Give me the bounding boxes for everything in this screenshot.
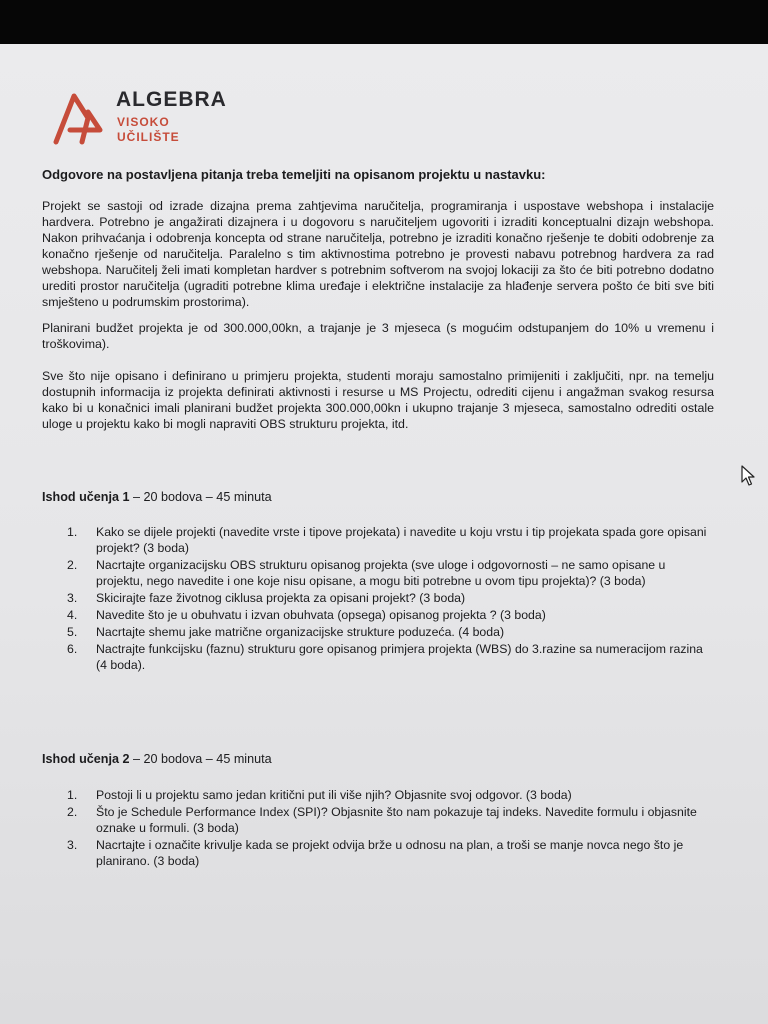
assumptions-paragraph: Sve što nije opisano i definirano u primjeru projekta, studenti moraju samostalno primijeniti i zaključiti, npr. na temelju dostupnih informacija iz projekta definirati aktivnosti i resurse u MS Projectu, odrediti cijenu i angažman svakog resursa kako bi u konačnici imali planirani budžet projekta 300.000,00kn i ukupno trajanje 3 mjeseca, samostalno odrediti ostale uloge u projektu kako bi mogli napraviti OBS strukturu projekta, itd.: [42, 369, 714, 431]
project-description: Projekt se sastoji od izrade dizajna prema zahtjevima naručitelja, programiranja i uspostave webshopa i instalacije hardvera. Potrebno je angažirati dizajnera i u dogovoru s naručiteljem ugovoriti i izraditi konceptualni dizajn webshopa. Nakon prihvaćanja i odobrenja koncepta od strane naručitelja, potrebno je izraditi konačno rješenje te dobiti odobrenje za konačno rješenje od naručitelja. Paralelno s tim aktivnostima potrebno je provesti nabavu potrebnog hardvera za rad webshopa. Naručitelj želi imati kompletan hardver s potrebnim softverom na svojoj lokaciji za što će biti potrebno dodatno urediti prostor naručitelja (ugraditi potrebne klima uređaje i električne instalacije za hlađenje servera pošto će biti sve biti smješteno u podrumskim prostorima).: [42, 199, 714, 309]
outcome-2-questions: [42, 787, 712, 870]
mouse-cursor-icon: [741, 465, 755, 487]
logo-subtitle-2: UČILIŠTE: [117, 130, 180, 144]
list-item: 1. Postoji li u projektu samo jedan kritični put ili više njih? Objasnite svoj odgovor. (3 boda): [67, 788, 572, 802]
learning-outcome-2-title: [42, 752, 272, 766]
budget-paragraph: Planirani budžet projekta je od 300.000,00kn, a trajanje je 3 mjeseca (s mogućim odstupanjem do 10% u vremenu i troškovima).: [42, 321, 714, 351]
outcome-1-meta: – 20 bodova – 45 minuta: [129, 490, 272, 504]
algebra-logo: [52, 88, 252, 148]
list-item: 1. Kako se dijele projekti (navedite vrste i tipove projekata) i navedite u koju vrstu i tip projekata spada gore opisani projekt? (3 boda): [67, 525, 707, 555]
logo-title: ALGEBRA: [116, 88, 227, 111]
list-item: 2. Što je Schedule Performance Index (SPI)? Objasnite što nam pokazuje taj indeks. Navedite formulu i objasnite oznake u formuli. (3 boda): [67, 805, 697, 835]
learning-outcome-1-title: [42, 490, 272, 504]
list-item: 3. Nacrtajte i označite krivulje kada se projekt odvija brže u odnosu na plan, a troši se manje novca nego što je planirano. (3 boda): [67, 838, 684, 868]
algebra-logo-icon: [52, 90, 110, 146]
list-item: 4. Navedite što je u obuhvatu i izvan obuhvata (opsega) opisanog projekta ? (3 boda): [67, 608, 546, 622]
outcome-2-label: Ishod učenja 2: [42, 752, 130, 766]
list-item: 5. Nacrtajte shemu jake matrične organizacijske strukture poduzeća. (4 boda): [67, 625, 505, 639]
outcome-1-label: Ishod učenja 1: [42, 490, 130, 504]
instructions-heading: Odgovore na postavljena pitanja treba temeljiti na opisanom projektu u nastavku:: [42, 167, 546, 182]
list-item: 2. Nacrtajte organizacijsku OBS strukturu opisanog projekta (sve uloge i odgovornosti – ne samo opisane u projektu, nego navedite i one koje nisu opisane, a mogu biti potrebne u ovom tipu projekta)? (3 boda): [67, 558, 666, 588]
list-item: 3. Skicirajte faze životnog ciklusa projekta za opisani projekt? (3 boda): [67, 591, 466, 605]
logo-subtitle-1: VISOKO: [117, 115, 170, 129]
document-page: [0, 44, 768, 1024]
list-item: 6. Nactrajte funkcijsku (faznu) strukturu gore opisanog primjera projekta (WBS) do 3.razine sa numeracijom razina (4 boda).: [67, 642, 703, 672]
outcome-1-questions: [42, 524, 712, 674]
outcome-2-meta: – 20 bodova – 45 minuta: [129, 752, 272, 766]
top-bezel: [0, 0, 768, 44]
